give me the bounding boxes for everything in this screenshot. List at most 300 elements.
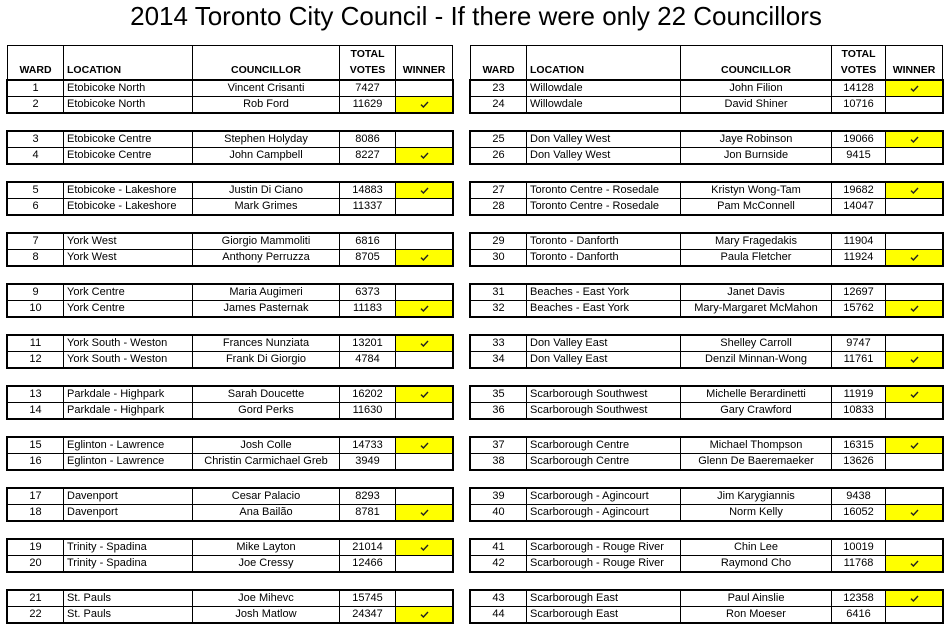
cell-councillor: Stephen Holyday [193, 132, 340, 147]
cell-location: Davenport [64, 505, 193, 520]
header-location [527, 46, 681, 79]
cell-winner [396, 505, 452, 520]
cell-ward: 22 [8, 607, 64, 622]
cell-total-votes: 13201 [340, 336, 396, 351]
table-row [8, 352, 452, 367]
cell-winner [396, 540, 452, 555]
cell-location: Trinity - Spadina [64, 556, 193, 571]
header-location-label: LOCATION [530, 64, 585, 76]
cell-total-votes: 6373 [340, 285, 396, 300]
ward-pair-group [7, 539, 453, 572]
table-row [471, 438, 942, 454]
cell-total-votes: 6416 [832, 607, 886, 622]
cell-councillor: Ron Moeser [681, 607, 832, 622]
cell-councillor: Frank Di Giorgio [193, 352, 340, 367]
cell-councillor: Pam McConnell [681, 199, 832, 214]
cell-councillor: Michael Thompson [681, 438, 832, 453]
cell-councillor: Denzil Minnan-Wong [681, 352, 832, 367]
cell-location: Etobicoke North [64, 97, 193, 112]
cell-councillor: Paula Fletcher [681, 250, 832, 265]
cell-councillor: Josh Colle [193, 438, 340, 453]
cell-councillor: Jaye Robinson [681, 132, 832, 147]
cell-total-votes: 19066 [832, 132, 886, 147]
header-total-votes [340, 46, 396, 79]
cell-total-votes: 24347 [340, 607, 396, 622]
cell-ward: 30 [471, 250, 527, 265]
cell-total-votes: 8086 [340, 132, 396, 147]
cell-winner [886, 183, 942, 198]
cell-ward: 29 [471, 234, 527, 249]
cell-total-votes: 11183 [340, 301, 396, 316]
cell-total-votes: 14128 [832, 81, 886, 96]
cell-councillor: Paul Ainslie [681, 591, 832, 606]
ward-pair-group [470, 539, 943, 572]
table-row [471, 250, 942, 265]
cell-winner [396, 183, 452, 198]
header-ward [471, 46, 527, 79]
cell-winner [396, 97, 452, 112]
checkmark-icon [420, 509, 429, 516]
table-row [8, 336, 452, 352]
header-ward [8, 46, 64, 79]
cell-location: Etobicoke North [64, 81, 193, 96]
ward-pair-group [7, 335, 453, 368]
cell-councillor: John Campbell [193, 148, 340, 163]
cell-location: Scarborough Centre [527, 454, 681, 469]
cell-councillor: Raymond Cho [681, 556, 832, 571]
cell-winner [886, 387, 942, 402]
table-row [471, 607, 942, 622]
cell-winner [886, 336, 942, 351]
cell-councillor: Josh Matlow [193, 607, 340, 622]
table-row [8, 403, 452, 418]
checkmark-icon [910, 305, 919, 312]
cell-location: Don Valley East [527, 352, 681, 367]
cell-ward: 9 [8, 285, 64, 300]
cell-location: Beaches - East York [527, 301, 681, 316]
cell-ward: 6 [8, 199, 64, 214]
cell-total-votes: 8293 [340, 489, 396, 504]
cell-total-votes: 8705 [340, 250, 396, 265]
cell-total-votes: 12358 [832, 591, 886, 606]
cell-ward: 17 [8, 489, 64, 504]
cell-winner [396, 132, 452, 147]
checkmark-icon [420, 254, 429, 261]
cell-councillor: Shelley Carroll [681, 336, 832, 351]
header-winner-label: WINNER [892, 64, 936, 76]
cell-location: Toronto - Danforth [527, 250, 681, 265]
checkmark-icon [910, 560, 919, 567]
cell-councillor: Janet Davis [681, 285, 832, 300]
cell-location: St. Pauls [64, 591, 193, 606]
cell-location: Etobicoke Centre [64, 148, 193, 163]
cell-winner [886, 403, 942, 418]
cell-ward: 43 [471, 591, 527, 606]
checkmark-icon [420, 442, 429, 449]
cell-location: York Centre [64, 301, 193, 316]
cell-winner [886, 97, 942, 112]
cell-ward: 35 [471, 387, 527, 402]
cell-councillor: Jon Burnside [681, 148, 832, 163]
cell-winner [886, 285, 942, 300]
table-row [8, 148, 452, 163]
table-row [471, 454, 942, 469]
table-row [8, 301, 452, 316]
table-row [8, 132, 452, 148]
cell-councillor: Mike Layton [193, 540, 340, 555]
cell-total-votes: 11337 [340, 199, 396, 214]
cell-winner [886, 234, 942, 249]
table-row [471, 132, 942, 148]
cell-total-votes: 8781 [340, 505, 396, 520]
cell-ward: 13 [8, 387, 64, 402]
cell-total-votes: 12697 [832, 285, 886, 300]
cell-location: Eglinton - Lawrence [64, 438, 193, 453]
cell-location: Scarborough Southwest [527, 403, 681, 418]
cell-location: Toronto Centre - Rosedale [527, 183, 681, 198]
header-councillor-label: COUNCILLOR [721, 64, 791, 76]
ward-pair-group [470, 233, 943, 266]
cell-councillor: Kristyn Wong-Tam [681, 183, 832, 198]
table-row [471, 183, 942, 199]
cell-total-votes: 8227 [340, 148, 396, 163]
cell-total-votes: 19682 [832, 183, 886, 198]
cell-total-votes: 6816 [340, 234, 396, 249]
header-winner [886, 46, 942, 79]
cell-total-votes: 10833 [832, 403, 886, 418]
ward-pair-group [470, 131, 943, 164]
table-row [8, 97, 452, 112]
table-row [471, 489, 942, 505]
ward-pair-group [7, 386, 453, 419]
cell-councillor: Cesar Palacio [193, 489, 340, 504]
table-row [8, 607, 452, 622]
cell-winner [396, 250, 452, 265]
checkmark-icon [910, 391, 919, 398]
ward-pair-group [7, 182, 453, 215]
table-row [8, 387, 452, 403]
ward-pair-group [470, 488, 943, 521]
cell-ward: 3 [8, 132, 64, 147]
ward-pair-group [470, 437, 943, 470]
table-row [471, 352, 942, 367]
cell-winner [396, 454, 452, 469]
cell-total-votes: 16052 [832, 505, 886, 520]
cell-total-votes: 3949 [340, 454, 396, 469]
cell-location: Trinity - Spadina [64, 540, 193, 555]
checkmark-icon [420, 611, 429, 618]
cell-councillor: Christin Carmichael Greb [193, 454, 340, 469]
cell-ward: 38 [471, 454, 527, 469]
ward-pair-group [470, 335, 943, 368]
cell-ward: 27 [471, 183, 527, 198]
cell-councillor: John Filion [681, 81, 832, 96]
cell-total-votes: 9415 [832, 148, 886, 163]
cell-total-votes: 14883 [340, 183, 396, 198]
table-row [471, 540, 942, 556]
cell-ward: 25 [471, 132, 527, 147]
cell-location: Etobicoke - Lakeshore [64, 183, 193, 198]
cell-winner [886, 556, 942, 571]
cell-winner [396, 81, 452, 96]
cell-councillor: Mary Fragedakis [681, 234, 832, 249]
ward-pair-group [7, 284, 453, 317]
cell-total-votes: 14047 [832, 199, 886, 214]
cell-winner [396, 336, 452, 351]
checkmark-icon [420, 187, 429, 194]
table-row [471, 148, 942, 163]
cell-ward: 34 [471, 352, 527, 367]
cell-ward: 41 [471, 540, 527, 555]
table-row [8, 199, 452, 214]
cell-location: Davenport [64, 489, 193, 504]
cell-ward: 32 [471, 301, 527, 316]
cell-councillor: Mary-Margaret McMahon [681, 301, 832, 316]
cell-winner [396, 148, 452, 163]
cell-location: Don Valley West [527, 148, 681, 163]
cell-councillor: Gary Crawford [681, 403, 832, 418]
cell-ward: 15 [8, 438, 64, 453]
cell-location: Parkdale - Highpark [64, 403, 193, 418]
cell-councillor: Norm Kelly [681, 505, 832, 520]
cell-winner [396, 403, 452, 418]
cell-winner [886, 438, 942, 453]
ward-pair-group [470, 284, 943, 317]
cell-location: York South - Weston [64, 352, 193, 367]
cell-ward: 20 [8, 556, 64, 571]
header-total-votes-line2: VOTES [840, 64, 877, 76]
ward-pair-group [470, 386, 943, 419]
table-header [470, 45, 943, 80]
cell-ward: 1 [8, 81, 64, 96]
cell-ward: 23 [471, 81, 527, 96]
cell-total-votes: 16315 [832, 438, 886, 453]
header-councillor [681, 46, 832, 79]
table-row [471, 505, 942, 520]
checkmark-icon [910, 509, 919, 516]
cell-location: Scarborough - Rouge River [527, 540, 681, 555]
table-row [471, 81, 942, 97]
checkmark-icon [910, 595, 919, 602]
checkmark-icon [910, 136, 919, 143]
checkmark-icon [910, 85, 919, 92]
cell-councillor: James Pasternak [193, 301, 340, 316]
cell-winner [886, 199, 942, 214]
cell-location: Don Valley East [527, 336, 681, 351]
cell-location: Scarborough - Agincourt [527, 505, 681, 520]
table-row [471, 97, 942, 112]
cell-location: York West [64, 250, 193, 265]
cell-winner [396, 285, 452, 300]
cell-councillor: Sarah Doucette [193, 387, 340, 402]
table-row [8, 505, 452, 520]
cell-councillor: Vincent Crisanti [193, 81, 340, 96]
cell-winner [886, 148, 942, 163]
cell-councillor: Joe Cressy [193, 556, 340, 571]
cell-total-votes: 9747 [832, 336, 886, 351]
cell-location: Scarborough Centre [527, 438, 681, 453]
cell-location: York Centre [64, 285, 193, 300]
ward-pair-group [470, 182, 943, 215]
table-row [8, 556, 452, 571]
header-ward-label: WARD [19, 64, 52, 76]
cell-ward: 42 [471, 556, 527, 571]
cell-location: Scarborough Southwest [527, 387, 681, 402]
cell-location: Etobicoke Centre [64, 132, 193, 147]
checkmark-icon [910, 187, 919, 194]
table-body [7, 80, 453, 623]
cell-winner [886, 301, 942, 316]
ward-pair-group [470, 80, 943, 113]
cell-total-votes: 11761 [832, 352, 886, 367]
cell-location: Scarborough East [527, 591, 681, 606]
cell-location: Scarborough East [527, 607, 681, 622]
cell-winner [396, 591, 452, 606]
header-councillor-label: COUNCILLOR [231, 64, 301, 76]
table-row [471, 403, 942, 418]
cell-ward: 33 [471, 336, 527, 351]
cell-location: York West [64, 234, 193, 249]
cell-total-votes: 13626 [832, 454, 886, 469]
cell-ward: 19 [8, 540, 64, 555]
table-row [8, 250, 452, 265]
ward-pair-group [7, 80, 453, 113]
cell-ward: 5 [8, 183, 64, 198]
cell-winner [396, 199, 452, 214]
ward-pair-group [7, 131, 453, 164]
cell-ward: 8 [8, 250, 64, 265]
cell-winner [396, 234, 452, 249]
cell-winner [396, 489, 452, 504]
table-row [471, 336, 942, 352]
cell-winner [886, 591, 942, 606]
checkmark-icon [910, 356, 919, 363]
cell-total-votes: 11768 [832, 556, 886, 571]
cell-winner [886, 540, 942, 555]
ward-pair-group [470, 590, 943, 623]
cell-councillor: Michelle Berardinetti [681, 387, 832, 402]
checkmark-icon [910, 254, 919, 261]
cell-councillor: Chin Lee [681, 540, 832, 555]
cell-winner [886, 250, 942, 265]
cell-location: Beaches - East York [527, 285, 681, 300]
table-row [8, 591, 452, 607]
table-row [471, 199, 942, 214]
ward-pair-group [7, 233, 453, 266]
cell-location: Eglinton - Lawrence [64, 454, 193, 469]
header-ward-label: WARD [482, 64, 515, 76]
cell-location: St. Pauls [64, 607, 193, 622]
header-total-votes-line2: VOTES [349, 64, 386, 76]
cell-councillor: Frances Nunziata [193, 336, 340, 351]
table-row [8, 234, 452, 250]
cell-councillor: Giorgio Mammoliti [193, 234, 340, 249]
cell-total-votes: 11629 [340, 97, 396, 112]
cell-winner [396, 438, 452, 453]
cell-councillor: David Shiner [681, 97, 832, 112]
cell-winner [396, 301, 452, 316]
checkmark-icon [420, 101, 429, 108]
table-row [8, 540, 452, 556]
header-total-votes-line1: TOTAL [841, 48, 876, 60]
checkmark-icon [910, 442, 919, 449]
table-header [7, 45, 453, 80]
table-row [471, 387, 942, 403]
cell-councillor: Justin Di Ciano [193, 183, 340, 198]
cell-ward: 39 [471, 489, 527, 504]
cell-total-votes: 12466 [340, 556, 396, 571]
cell-ward: 7 [8, 234, 64, 249]
cell-location: Willowdale [527, 81, 681, 96]
cell-councillor: Joe Mihevc [193, 591, 340, 606]
cell-location: Willowdale [527, 97, 681, 112]
cell-ward: 21 [8, 591, 64, 606]
cell-total-votes: 16202 [340, 387, 396, 402]
cell-ward: 26 [471, 148, 527, 163]
header-location-label: LOCATION [67, 64, 122, 76]
cell-total-votes: 21014 [340, 540, 396, 555]
cell-total-votes: 4784 [340, 352, 396, 367]
cell-winner [886, 505, 942, 520]
cell-councillor: Glenn De Baeremaeker [681, 454, 832, 469]
checkmark-icon [420, 544, 429, 551]
ward-pair-group [7, 590, 453, 623]
header-councillor [193, 46, 340, 79]
cell-winner [396, 607, 452, 622]
cell-councillor: Anthony Perruzza [193, 250, 340, 265]
cell-ward: 24 [471, 97, 527, 112]
cell-winner [886, 607, 942, 622]
checkmark-icon [420, 391, 429, 398]
cell-total-votes: 14733 [340, 438, 396, 453]
cell-winner [886, 132, 942, 147]
cell-ward: 44 [471, 607, 527, 622]
checkmark-icon [420, 152, 429, 159]
table-row [8, 81, 452, 97]
table-row [471, 556, 942, 571]
cell-councillor: Jim Karygiannis [681, 489, 832, 504]
table-row [471, 234, 942, 250]
cell-winner [886, 489, 942, 504]
cell-location: Parkdale - Highpark [64, 387, 193, 402]
cell-location: York South - Weston [64, 336, 193, 351]
cell-ward: 10 [8, 301, 64, 316]
table-row [471, 285, 942, 301]
cell-ward: 4 [8, 148, 64, 163]
cell-ward: 28 [471, 199, 527, 214]
header-total-votes [832, 46, 886, 79]
header-winner-label: WINNER [402, 64, 446, 76]
checkmark-icon [420, 340, 429, 347]
header-winner [396, 46, 452, 79]
cell-ward: 36 [471, 403, 527, 418]
cell-councillor: Gord Perks [193, 403, 340, 418]
cell-location: Toronto - Danforth [527, 234, 681, 249]
cell-ward: 40 [471, 505, 527, 520]
cell-location: Etobicoke - Lakeshore [64, 199, 193, 214]
cell-location: Scarborough - Rouge River [527, 556, 681, 571]
cell-councillor: Mark Grimes [193, 199, 340, 214]
cell-total-votes: 11924 [832, 250, 886, 265]
header-total-votes-line1: TOTAL [350, 48, 385, 60]
cell-location: Scarborough - Agincourt [527, 489, 681, 504]
cell-winner [886, 352, 942, 367]
cell-location: Don Valley West [527, 132, 681, 147]
cell-total-votes: 11630 [340, 403, 396, 418]
cell-ward: 11 [8, 336, 64, 351]
cell-total-votes: 11919 [832, 387, 886, 402]
cell-winner [396, 387, 452, 402]
